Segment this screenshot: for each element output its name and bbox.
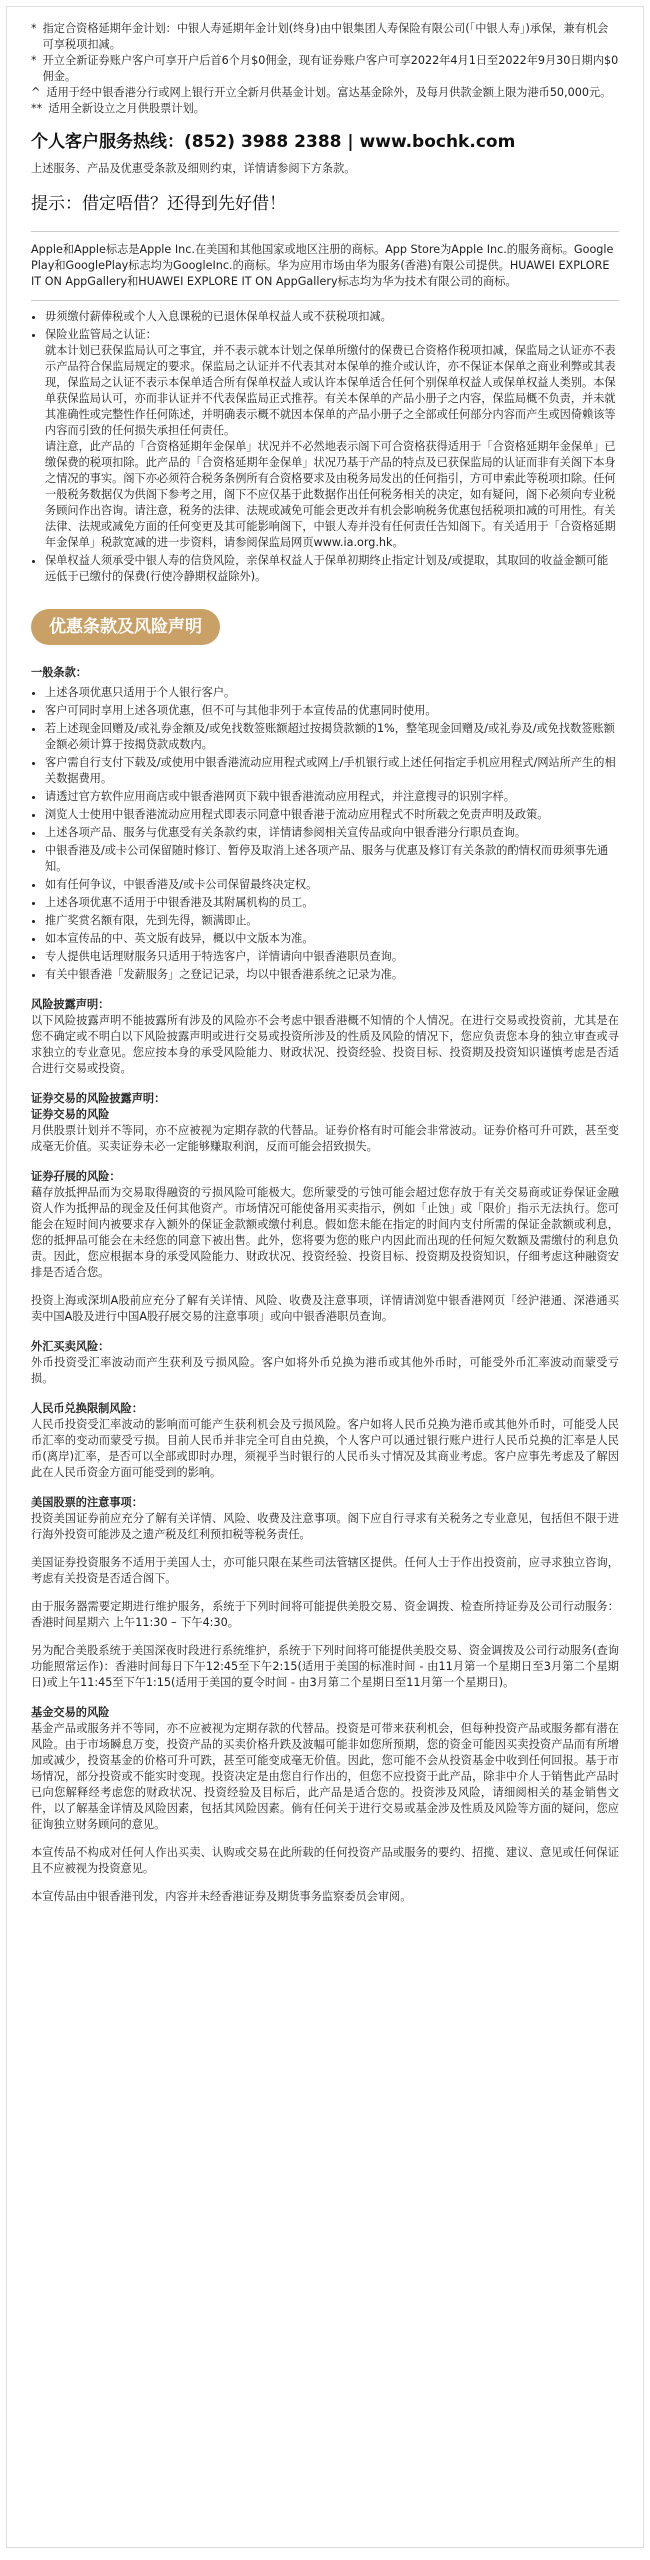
footnote [31, 101, 619, 117]
general-terms-title: 一般条款： [31, 666, 87, 679]
list-item: • 如本宣传品的中、英文版有歧异，概以中文版本为准。 [45, 931, 619, 947]
us-stocks-section [31, 1495, 619, 1691]
section-title: 外汇买卖风险： [31, 1340, 110, 1353]
list-item: • 如有任何争议，中银香港及/或卡公司保留最终决定权。 [45, 877, 619, 893]
section-body: 以下风险披露声明不能披露所有涉及的风险亦不会考虑中银香港概不知情的个人情况。在进行交易或投资前，尤其是在您不确定或不明白以下风险披露声明或进行交易或投资所涉及的性质及风险的情况下，您应负责您本身的独立审查或寻求独立的专业意见。您应按本身的承受风险能力、财政状况、投资经验、投资目标、投资期及投资知识谨慎考虑是否适合进行交易或投资。 [31, 1014, 619, 1075]
footnote-text: 开立全新证券账户客户可享开户后首6个月$0佣金，现有证券账户客户可享2022年4月1日至2022年9月30日期内$0佣金。 [42, 54, 619, 83]
footnote-text: 适用于经中银香港分行或网上银行开立全新月供基金计划。富达基金除外，及每月供款金额上限为港币50,000元。 [46, 86, 612, 99]
section-body: 投资上海或深圳A股前应充分了解有关详情、风险、收费及注意事项，详情请浏览中银香港网页「经沪港通、深港通买卖中国A股及进行中国A股孖展交易的注意事项」或向中银香港职员查询。 [31, 1294, 619, 1323]
section-title: 人民币兑换限制风险： [31, 1402, 143, 1415]
rmb-risk-section [31, 1401, 619, 1481]
terms-banner: 优惠条款及风险声明 [31, 609, 220, 645]
list-item: • 上述各项优惠不适用于中银香港及其附属机构的员工。 [45, 895, 619, 911]
section-title: 证券孖展的风险： [31, 1170, 121, 1183]
section-title: 美国股票的注意事项： [31, 1496, 143, 1509]
service-note: 上述服务、产品及优惠受条款及细则约束，详情请参阅下方条款。 [31, 162, 356, 175]
section-body: 外币投资受汇率波动而产生获利及亏损风险。客户如将外币兑换为港币或其他外币时，可能受外币汇率波动而蒙受亏损。 [31, 1356, 619, 1385]
section-title: 风险披露声明： [31, 998, 110, 1011]
list-item: • 客户可同时享用上述各项优惠，但不可与其他非列于本宣传品的优惠同时使用。 [45, 703, 619, 719]
fund-risk-section [31, 1705, 619, 1905]
list-item: • 中银香港及/或卡公司保留随时修订、暂停及取消上述各项产品、服务与优惠及修订有关条款的酌情权而毋须事先通知。 [45, 843, 619, 875]
list-item: • 保单权益人须承受中银人寿的信贷风险，亲保单权益人于保单初期终止指定计划及/或提取，其取回的收益金额可能远低于已缴付的保费(行使冷静期权益除外)。 [45, 553, 619, 585]
footnote-mark: ** [31, 102, 43, 115]
footnotes [31, 21, 619, 117]
section-body: 本宣传品由中银香港刊发，内容并未经香港证券及期货事务监察委员会审阅。 [31, 1890, 412, 1903]
list-item: • 专人提供电话理财服务只适用于特选客户，详情请向中银香港职员查询。 [45, 949, 619, 965]
list-item: • 保险业监管局之认证： 就本计划已获保监局认可之事宜，并不表示就本计划之保单所缴付的保费已合资格作税项扣减，保监局之认证亦不表示产品符合保监局规定的要求。保监局之认证并不代表其对本保单的推介或认许，亦不保证本保单之商业利弊或其表现，保监局之认证不表示本保单适合所有保单权益人或认许本保单适合任何个别保单权益人或保单权益人类别。本保单获保监局认可，亦而非认证并不代表保监局正式推荐。有关本保单的产品小册子之内容，保监局概不负责，并未就其准确性或完整性作任何陈述，并明确表示概不就因本保单的产品小册子之全部或任何部分内容而产生或因倚赖该等内容而引致的任何损失承担任何责任。 请注意，此产品的「合资格延期年金保单」状况并不必然地表示阁下可合资格获得适用于「合资格延期年金保单」已缴保费的税项扣除。此产品的「合资格延期年金保单」状况乃基于产品的特点及已获保监局的认证而非有关阁下本身之情况的事实。阁下亦必须符合税务条例所有合资格要求及由税务局发出的任何指引，方可申索此等税项扣除。任何一般税务数据仅为供阁下参考之用，阁下不应仅基于此数据作出任何税务相关的决定，如有疑问，阁下必须向专业税务顾问作出咨询。请注意，税务的法律、法规或减免可能会更改并有机会影响税务优惠包括税项扣减的可用性。有关法律、法规或减免方面的任何变更及其可能影响阁下，中银人寿并没有任何责任告知阁下。有关适用于「合资格延期年金保单」税款宽减的进一步资料，请参阅保监局网页www.ia.org.hk。 [45, 327, 619, 551]
section-body: 美国证券投资服务不适用于美国人士，亦可能只限在某些司法管辖区提供。任何人士于作出投资前，应寻求独立咨询，考虑有关投资是否适合阁下。 [31, 1556, 619, 1585]
footnote [31, 85, 619, 101]
footnote-text: 适用全新设立之月供股票计划。 [48, 102, 205, 115]
divider [31, 300, 619, 301]
section-body: 人民币投资受汇率波动的影响而可能产生获利机会及亏损风险。客户如将人民币兑换为港币或其他外币时，可能受人民币汇率的变动而蒙受亏损。目前人民币并非完全可自由兑换，个人客户可以通过银行账户进行人民币兑换的汇率是人民币(离岸)汇率，是否可以全部或即时办理，须视乎当时银行的人民币头寸情况及其商业考虑。客户应事先考虑及了解因此在人民币资金方面可能受到的影响。 [31, 1418, 619, 1479]
list-item: • 推广奖赏名额有限，先到先得，额满即止。 [45, 913, 619, 929]
section-subtitle: 证券交易的风险 [31, 1108, 110, 1121]
risk-disclosure-section [31, 997, 619, 1077]
list-item: • 有关中银香港「发薪服务」之登记记录，均以中银香港系统之记录为准。 [45, 967, 619, 983]
general-terms-list [31, 685, 619, 983]
trademark-notice: Apple和Apple标志是Apple Inc.在美国和其他国家或地区注册的商标。App Store为Apple Inc.的服务商标。Google Play和GooglePlay标志均为GoogleInc.的商标。华为应用市场由华为服务(香港)有限公司提供。HUAWEI EXPLORE IT ON AppGallery和HUAWEI EXPLORE IT ON AppGallery标志均为华为技术有限公司的商标。 [31, 243, 614, 288]
section-title: 证券交易的风险披露声明： [31, 1092, 166, 1105]
footnote-mark: ^ [31, 86, 41, 99]
fx-risk-section [31, 1339, 619, 1387]
section-body: 本宣传品不构成对任何人作出买卖、认购或交易在此所载的任何投资产品或服务的要约、招揽、建议、意见或任何保证且不应被视为投资意见。 [31, 1846, 619, 1875]
section-body: 另为配合美股系统于美国深夜时段进行系统维护，系统于下列时间将可能提供美股交易、资金调拨及公司行动服务(查询功能照常运作)：香港时间每日下午12:45至下午2:15(适用于美国的标准时间 - 由11月第一个星期日至3月第二个星期日)或上午11:45至下午1:15(适用于美国的夏令时间 - 由3月第二个星期日至11月第一个星期日)。 [31, 1644, 619, 1689]
list-item: • 上述各项优惠只适用于个人银行客户。 [45, 685, 619, 701]
list-item: • 毋须缴付薪俸税或个人入息课税的已退休保单权益人或不获税项扣减。 [45, 309, 619, 325]
list-item: • 若上述现金回赠及/或礼券金额及/或免找数签账额超过按揭贷款额的1%，整笔现金回赠及/或礼券及/或免找数签账额金额必须计算于按揭贷款成数内。 [45, 721, 619, 753]
section-body: 基金产品或服务并不等同，亦不应被视为定期存款的代替品。投资是可带来获利机会，但每种投资产品或服务都有潜在风险。由于市场瞬息万变，投资产品的买卖价格升跌及波幅可能非如您所预期，您的资金可能因买卖投资产品而有所增加或减少，投资基金的价格可升可跌，甚至可能变成毫无价值。因此，您可能不会从投资基金中收到任何回报。基于市场情况，部分投资或不能实时变现。投资决定是由您自行作出的，但您不应投资于此产品，除非中介人于销售此产品时已向您解释经考虑您的财政状况、投资经验及目标后，此产品是适合您的。投资涉及风险，请细阅相关的基金销售文件，以了解基金详情及风险因素，包括其风险因素。倘有任何关于进行交易或基金涉及性质及风险等方面的疑问，您应征询独立财务顾问的意见。 [31, 1722, 619, 1831]
footnote-mark: * [31, 22, 37, 35]
customer-hotline: 个人客户服务热线：(852) 3988 2388 | www.bochk.com [31, 132, 516, 152]
footnote-mark: * [31, 54, 37, 67]
footnote [31, 53, 619, 85]
list-item: • 浏览人士使用中银香港流动应用程式即表示同意中银香港于流动应用程式不时所载之免责声明及政策。 [45, 807, 619, 823]
promotion-terms-page [6, 6, 644, 2548]
section-title: 基金交易的风险 [31, 1706, 110, 1719]
tax-bullet-list [31, 309, 619, 585]
section-body: 投资美国证券前应充分了解有关详情、风险、收费及注意事项。阁下应自行寻求有关税务之专业意见，包括但不限于进行海外投资可能涉及之遗产税及红利预扣税等税务责任。 [31, 1512, 619, 1541]
section-body: 月供股票计划并不等同，亦不应被视为定期存款的代替品。证券价格有时可能会非常波动。证券价格可升可跌，甚至变成毫无价值。买卖证券未必一定能够赚取利润，反而可能会招致损失。 [31, 1124, 619, 1153]
list-item: • 请透过官方软件应用商店或中银香港网页下载中银香港流动应用程式，并注意搜寻的识别字样。 [45, 789, 619, 805]
footnote-text: 指定合资格延期年金计划：中银人寿延期年金计划(终身)由中银集团人寿保险有限公司(「中银人寿」)承保，兼有机会可享税项扣减。 [42, 22, 609, 51]
section-body: 由于服务器需要定期进行维护服务，系统于下列时间将可能提供美股交易、资金调拨、检查所持证券及公司行动服务：香港时间星期六 上午11:30 – 下午4:30。 [31, 1600, 619, 1629]
footnote [31, 21, 619, 53]
divider [31, 231, 619, 232]
securities-risk-section [31, 1091, 619, 1155]
margin-risk-section [31, 1169, 619, 1325]
list-item: • 客户需自行支付下载及/或使用中银香港流动应用程式或网上/手机银行或上述任何指定手机应用程式/网站所产生的相关数据费用。 [45, 755, 619, 787]
list-item: • 上述各项产品、服务与优惠受有关条款约束，详情请参阅相关宣传品或向中银香港分行职员查询。 [45, 825, 619, 841]
borrowing-hint: 提示：借定唔借？还得到先好借！ [31, 194, 286, 214]
section-body: 藉存放抵押品而为交易取得融资的亏损风险可能极大。您所蒙受的亏蚀可能会超过您存放于有关交易商或证券保证金融资人作为抵押品的现金及任何其他资产。市场情况可能使备用买卖指示，例如「止蚀」或「限价」指示无法执行。您可能会在短时间内被要求存入额外的保证金款额或缴付利息。假如您未能在指定的时间内支付所需的保证金款额或利息，您的抵押品可能会在未经您的同意下被出售。此外，您将要为您的账户内因此而出现的任何短欠数额及需缴付的利息负责。因此，您应根据本身的承受风险能力、财政状况、投资经验、投资目标、投资期及投资知识，仔细考虑这种融资安排是否适合您。 [31, 1186, 619, 1279]
